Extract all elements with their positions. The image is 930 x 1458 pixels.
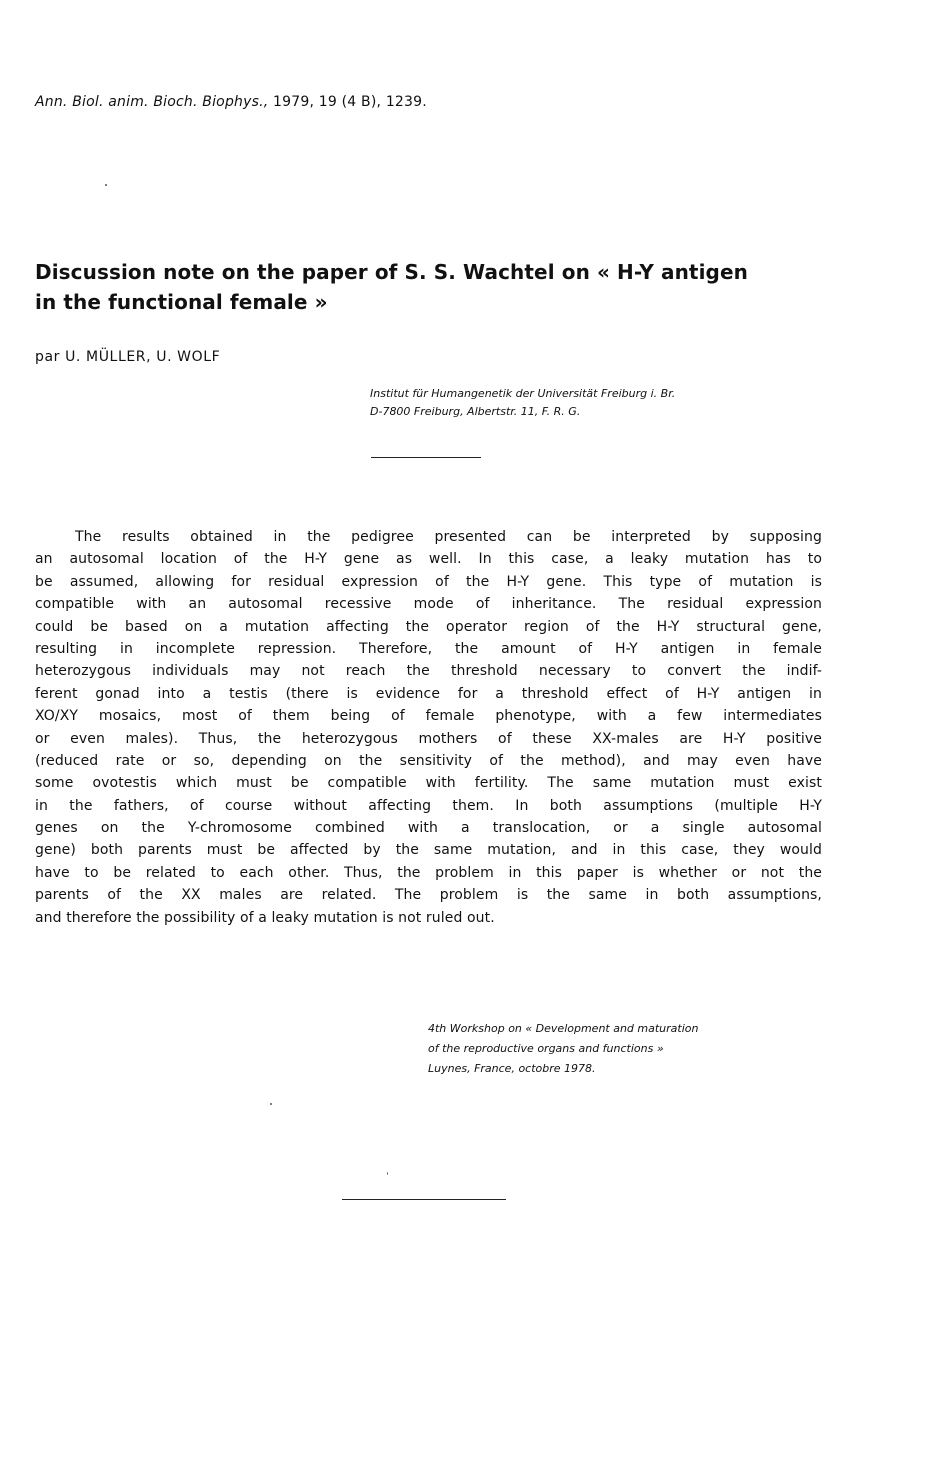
article-title-line-1: Discussion note on the paper of S. S. Wachtel on « H-Y antigen bbox=[35, 260, 748, 284]
body-line: resulting in incomplete repression. Therefore, the amount of H-Y antigen in female bbox=[35, 640, 822, 657]
article-title bbox=[35, 257, 855, 317]
author-affiliation bbox=[370, 385, 675, 421]
article-title-line-2: in the functional female » bbox=[35, 290, 328, 314]
body-line: ferent gonad into a testis (there is evidence for a threshold effect of H-Y antigen in bbox=[35, 685, 822, 702]
body-paragraph bbox=[35, 526, 822, 929]
body-line: heterozygous individuals may not reach the threshold necessary to convert the indif- bbox=[35, 663, 822, 680]
body-line: compatible with an autosomal recessive mode of inheritance. The residual expression bbox=[35, 596, 822, 613]
affiliation-line-2: D-7800 Freiburg, Albertstr. 11, F. R. G. bbox=[370, 405, 581, 418]
body-line: (reduced rate or so, depending on the sensitivity of the method), and may even have bbox=[35, 752, 822, 769]
body-line: gene) both parents must be affected by the same mutation, and in this case, they would bbox=[35, 842, 822, 859]
end-divider bbox=[342, 1199, 506, 1200]
workshop-note bbox=[428, 1019, 699, 1079]
body-line: in the fathers, of course without affecting them. In both assumptions (multiple H-Y bbox=[35, 797, 822, 814]
workshop-note-line-2: of the reproductive organs and functions » bbox=[428, 1042, 664, 1055]
body-line: be assumed, allowing for residual expression of the H-Y gene. This type of mutation is bbox=[35, 573, 822, 590]
body-line: and therefore the possibility of a leaky mutation is not ruled out. bbox=[35, 909, 495, 926]
body-line: parents of the XX males are related. The problem is the same in both assumptions, bbox=[35, 887, 822, 904]
affiliation-line-1: Institut für Humangenetik der Universität Freiburg i. Br. bbox=[370, 387, 676, 400]
scan-speck bbox=[270, 1103, 272, 1105]
body-line: an autosomal location of the H-Y gene as well. In this case, a leaky mutation has to bbox=[35, 551, 822, 568]
body-line: The results obtained in the pedigree presented can be interpreted by supposing bbox=[75, 529, 822, 545]
body-line: genes on the Y-chromosome combined with a translocation, or a single autosomal bbox=[35, 820, 822, 837]
body-line: XO/XY mosaics, most of them being of female phenotype, with a few intermediates bbox=[35, 708, 822, 725]
section-divider bbox=[371, 457, 481, 458]
journal-reference-italic: Ann. Biol. anim. Bioch. Biophys., bbox=[35, 94, 269, 110]
scan-speck bbox=[105, 184, 107, 186]
journal-reference-volume: 1979, 19 (4 B), 1239. bbox=[268, 94, 427, 110]
body-line: have to be related to each other. Thus, the problem in this paper is whether or not the bbox=[35, 864, 822, 881]
scan-speck bbox=[387, 1172, 388, 1175]
body-line: could be based on a mutation affecting the operator region of the H-Y structural gene, bbox=[35, 618, 822, 635]
workshop-note-line-1: 4th Workshop on « Development and maturation bbox=[428, 1022, 699, 1035]
workshop-note-line-3: Luynes, France, octobre 1978. bbox=[428, 1062, 596, 1075]
body-line: some ovotestis which must be compatible with fertility. The same mutation must exist bbox=[35, 775, 822, 792]
article-authors: par U. MÜLLER, U. WOLF bbox=[35, 349, 221, 365]
journal-reference bbox=[35, 94, 427, 110]
body-line: or even males). Thus, the heterozygous mothers of these XX-males are H-Y positive bbox=[35, 730, 822, 747]
